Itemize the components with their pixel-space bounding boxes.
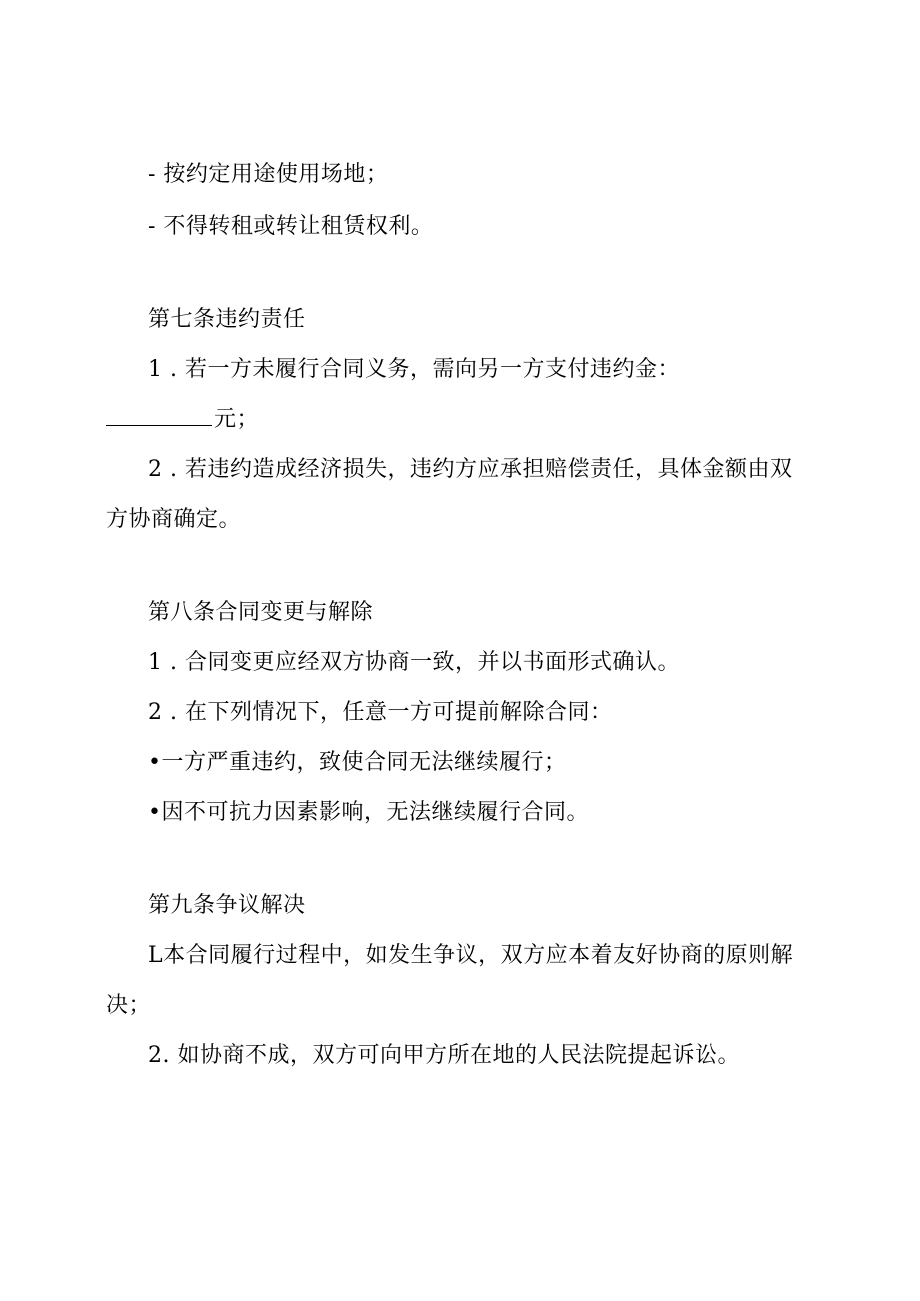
penalty-amount-unit: 元；	[214, 407, 260, 432]
section-9-clause-1-line-1: L本合同履行过程中，如发生争议，双方应本着友好协商的原则解	[148, 943, 794, 968]
section-9-clause-1-line-2: 决；	[106, 993, 152, 1018]
section-8-heading: 第八条合同变更与解除	[148, 600, 374, 625]
section-7-clause-2-line-1: 2 . 若违约造成经济损失，违约方应承担赔偿责任，具体金额由双	[148, 457, 793, 482]
penalty-amount-line	[106, 405, 259, 435]
penalty-amount-blank	[106, 405, 212, 426]
termination-bullet-2: •因不可抗力因素影响，无法继续履行合同。	[148, 800, 589, 825]
use-as-agreed-item: - 按约定用途使用场地；	[148, 162, 389, 187]
section-8-clause-1: 1 . 合同变更应经双方协商一致，并以书面形式确认。	[148, 650, 680, 675]
section-7-clause-2-line-2: 方协商确定。	[106, 507, 242, 532]
section-7-heading: 第七条违约责任	[148, 307, 306, 332]
section-8-clause-2: 2 . 在下列情况下，任意一方可提前解除合同：	[148, 700, 613, 725]
section-7-clause-1: 1 . 若一方未履行合同义务，需向另一方支付违约金：	[148, 357, 680, 382]
section-9-clause-2: 2. 如协商不成，双方可向甲方所在地的人民法院提起诉讼。	[148, 1043, 740, 1068]
no-sublet-item: - 不得转租或转让租赁权利。	[148, 214, 434, 239]
section-9-heading: 第九条争议解决	[148, 893, 306, 918]
termination-bullet-1: •一方严重违约，致使合同无法继续履行；	[148, 750, 567, 775]
